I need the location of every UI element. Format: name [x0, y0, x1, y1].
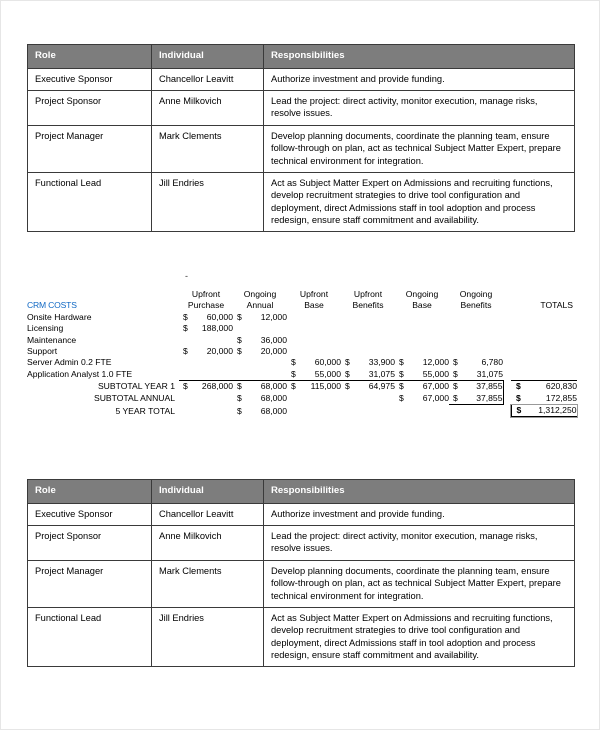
- cell-upfront-benefits: [341, 393, 395, 405]
- crm-row-maintenance: [27, 335, 577, 346]
- cell-total: [511, 346, 577, 357]
- value: 33,900: [368, 357, 395, 368]
- currency-symbol: $: [345, 368, 350, 379]
- cost-item-label: Maintenance: [27, 334, 77, 345]
- value: 37,855: [476, 381, 503, 392]
- cell-ongoing-benefits: [449, 335, 503, 346]
- value: 68,000: [260, 405, 287, 416]
- cell-ongoing-annual: [233, 405, 287, 417]
- column-header-totals: TOTALS: [540, 300, 573, 311]
- crm-table-body: [27, 312, 577, 417]
- currency-symbol: $: [453, 357, 458, 368]
- roles-table-body: [28, 503, 575, 667]
- cost-item-label: Licensing: [27, 323, 64, 334]
- column-header-role: Role: [28, 45, 152, 69]
- cell-total: [511, 369, 577, 381]
- cost-item-label: Application Analyst 1.0 FTE: [27, 369, 133, 380]
- column-header-individual: Individual: [152, 480, 264, 504]
- cell-ongoing-benefits: [449, 357, 503, 368]
- spacer-cell: [503, 357, 511, 368]
- table-header-row: [28, 45, 575, 69]
- column-header-ongoing-base: [395, 289, 449, 312]
- cell-ongoing-annual: [233, 357, 287, 368]
- crm-row-support: [27, 346, 577, 357]
- spacer-cell: [503, 369, 511, 381]
- cell-responsibilities: Lead the project: direct activity, monitor execution, manage risks, resolve issues.: [264, 91, 575, 126]
- value: 55,000: [314, 368, 341, 379]
- crm-costs-title: CRM COSTS: [27, 300, 77, 311]
- currency-symbol: $: [399, 381, 404, 392]
- table-row: [28, 526, 575, 561]
- cell-upfront-purchase: [179, 312, 233, 323]
- cell-ongoing-benefits: [449, 323, 503, 334]
- cell-ongoing-benefits: [449, 381, 503, 393]
- spacer-cell: [503, 289, 511, 312]
- header-line-2: Benefits: [460, 300, 492, 311]
- cell-upfront-benefits: [341, 381, 395, 393]
- cell-upfront-purchase: [179, 323, 233, 334]
- column-header-ongoing-annual: [233, 289, 287, 312]
- crm-header-row: [27, 289, 577, 312]
- value: 64,975: [368, 381, 395, 392]
- cell-individual: Anne Milkovich: [152, 526, 264, 561]
- header-line-1: Upfront: [353, 289, 383, 299]
- cell-upfront-purchase: [179, 405, 233, 417]
- value: 36,000: [260, 334, 287, 345]
- cell-ongoing-base: [395, 393, 449, 405]
- table-row: [28, 503, 575, 525]
- cell-ongoing-annual: [233, 393, 287, 405]
- currency-symbol: $: [237, 311, 242, 322]
- currency-symbol: $: [399, 368, 404, 379]
- table-row: [28, 125, 575, 172]
- cell-grand-total: [511, 405, 577, 417]
- value: 68,000: [260, 381, 287, 392]
- cell-ongoing-benefits: [449, 393, 503, 405]
- column-header-individual: Individual: [152, 45, 264, 69]
- currency-symbol: $: [516, 405, 522, 416]
- cell-ongoing-annual: [233, 369, 287, 381]
- cell-total: [511, 323, 577, 334]
- value: 172,855: [545, 392, 577, 403]
- cell-responsibilities: Develop planning documents, coordinate the planning team, ensure follow-through on plan, act as technical Subject Matter Expert, prepare technical environment for integration.: [264, 560, 575, 607]
- column-header-ongoing-benefits: [449, 289, 503, 312]
- cell-total-annual: [511, 393, 577, 405]
- cell-upfront-base: [287, 335, 341, 346]
- currency-symbol: $: [291, 357, 296, 368]
- cell-total: [511, 312, 577, 323]
- value: 620,830: [545, 381, 577, 392]
- value: 115,000: [310, 381, 341, 392]
- cell-ongoing-base: [395, 369, 449, 381]
- cell-upfront-benefits: [341, 312, 395, 323]
- value: 68,000: [260, 393, 287, 404]
- cell-upfront-purchase: [179, 357, 233, 368]
- cell-upfront-purchase: [179, 393, 233, 405]
- currency-symbol: $: [399, 357, 404, 368]
- cell-total: [511, 335, 577, 346]
- header-line-2: Base: [412, 300, 432, 311]
- header-line-2: Benefits: [352, 300, 384, 311]
- table-row: [28, 560, 575, 607]
- currency-symbol: $: [237, 405, 242, 416]
- crm-row-subtotal-annual: [27, 393, 577, 405]
- cell-upfront-purchase: [179, 346, 233, 357]
- cell-ongoing-annual: [233, 346, 287, 357]
- cell-ongoing-benefits: [449, 346, 503, 357]
- cell-responsibilities: Develop planning documents, coordinate the planning team, ensure follow-through on plan, act as technical Subject Matter Expert, prepare technical environment for integration.: [264, 125, 575, 172]
- value: 20,000: [260, 346, 287, 357]
- currency-symbol: $: [345, 357, 350, 368]
- cell-ongoing-annual: [233, 335, 287, 346]
- column-header-responsibilities: Responsibilities: [264, 480, 575, 504]
- cell-role: Functional Lead: [28, 172, 152, 231]
- value: 55,000: [422, 368, 449, 379]
- roles-table-body: [28, 68, 575, 232]
- cell-ongoing-base: [395, 405, 449, 417]
- crm-table-header: [27, 289, 577, 312]
- currency-symbol: $: [516, 381, 521, 392]
- cell-upfront-purchase: [179, 381, 233, 393]
- cell-role: Project Manager: [28, 560, 152, 607]
- currency-symbol: $: [516, 392, 521, 403]
- table-header-row: [28, 480, 575, 504]
- spacer-cell: [503, 323, 511, 334]
- cell-role: Executive Sponsor: [28, 68, 152, 90]
- roles-table-header: [28, 480, 575, 504]
- cell-individual: Chancellor Leavitt: [152, 503, 264, 525]
- header-line-1: Ongoing: [243, 289, 277, 299]
- value: 67,000: [422, 393, 449, 404]
- cell-upfront-base: [287, 405, 341, 417]
- cell-individual: Anne Milkovich: [152, 91, 264, 126]
- currency-symbol: $: [453, 392, 458, 403]
- currency-symbol: $: [183, 311, 188, 322]
- cell-responsibilities: Act as Subject Matter Expert on Admissions and recruiting functions, develop recruitment strategies to drive tool configuration and deployment, direct Admissions staff in tool adoption and process redesign, ensure staff commitment and availability.: [264, 172, 575, 231]
- column-header-upfront-benefits: [341, 289, 395, 312]
- currency-symbol: $: [237, 346, 242, 357]
- value: 1,312,250: [538, 405, 577, 416]
- cell-upfront-benefits: [341, 369, 395, 381]
- cell-ongoing-annual: [233, 381, 287, 393]
- currency-symbol: $: [345, 381, 350, 392]
- cell-ongoing-benefits: [449, 312, 503, 323]
- header-line-1: Upfront: [299, 289, 329, 299]
- currency-symbol: $: [291, 381, 296, 392]
- spacer-cell: [503, 335, 511, 346]
- cell-upfront-base: [287, 369, 341, 381]
- spacer-cell: [503, 312, 511, 323]
- spacer-cell: [503, 381, 511, 393]
- value: 60,000: [314, 357, 341, 368]
- cost-item-label: Onsite Hardware: [27, 311, 92, 322]
- value: 37,855: [476, 392, 503, 403]
- cell-individual: Chancellor Leavitt: [152, 68, 264, 90]
- currency-symbol: $: [183, 381, 188, 392]
- crm-costs-table: [27, 289, 578, 417]
- spacer-cell: [503, 393, 511, 405]
- cell-upfront-purchase: [179, 335, 233, 346]
- header-line-2: Purchase: [187, 300, 225, 311]
- five-year-total-label: 5 YEAR TOTAL: [115, 405, 175, 416]
- subtotal-annual-label: SUBTOTAL ANNUAL: [93, 393, 175, 404]
- currency-symbol: $: [183, 346, 188, 357]
- table-row: [28, 91, 575, 126]
- cell-upfront-benefits: [341, 405, 395, 417]
- value: 12,000: [422, 357, 449, 368]
- value: 12,000: [260, 311, 287, 322]
- cell-ongoing-base: [395, 335, 449, 346]
- header-line-1: Upfront: [191, 289, 221, 299]
- cell-upfront-base: [287, 323, 341, 334]
- cell-ongoing-annual: [233, 312, 287, 323]
- header-line-1: Ongoing: [405, 289, 439, 299]
- cell-upfront-benefits: [341, 323, 395, 334]
- roles-table-header: [28, 45, 575, 69]
- column-header-upfront-purchase: [179, 289, 233, 312]
- spacer-cell: [503, 405, 511, 417]
- header-line-2: Annual: [246, 300, 274, 311]
- cell-ongoing-base: [395, 381, 449, 393]
- cost-item-label: Server Admin 0.2 FTE: [27, 357, 112, 368]
- column-header-role: Role: [28, 480, 152, 504]
- cell-individual: Mark Clements: [152, 125, 264, 172]
- value: 20,000: [206, 346, 233, 357]
- cell-ongoing-base: [395, 312, 449, 323]
- crm-row-subtotal-year-1: [27, 381, 577, 393]
- cell-upfront-purchase: [179, 369, 233, 381]
- crm-row-server-admin: [27, 357, 577, 368]
- cell-ongoing-benefits: [449, 405, 503, 417]
- subtotal-year1-label: SUBTOTAL YEAR 1: [97, 381, 175, 392]
- roles-table-top: [27, 44, 575, 232]
- cell-upfront-base: [287, 393, 341, 405]
- cost-item-label: Support: [27, 346, 58, 357]
- cell-role: Functional Lead: [28, 607, 152, 666]
- cell-responsibilities: Authorize investment and provide funding.: [264, 503, 575, 525]
- currency-symbol: $: [453, 381, 458, 392]
- cell-ongoing-base: [395, 357, 449, 368]
- currency-symbol: $: [183, 323, 188, 334]
- crm-row-licensing: [27, 323, 577, 334]
- cell-individual: Jill Endries: [152, 607, 264, 666]
- currency-symbol: $: [291, 368, 296, 379]
- cell-upfront-base: [287, 312, 341, 323]
- tick-mark: -: [185, 271, 188, 281]
- cell-role: Project Sponsor: [28, 91, 152, 126]
- roles-table-bottom: [27, 479, 575, 667]
- value: 6,780: [481, 357, 503, 368]
- currency-symbol: $: [237, 381, 242, 392]
- cell-upfront-benefits: [341, 335, 395, 346]
- header-line-2: Base: [304, 300, 324, 311]
- cell-responsibilities: Authorize investment and provide funding.: [264, 68, 575, 90]
- crm-row-five-year-total: [27, 405, 577, 417]
- cell-role: Project Sponsor: [28, 526, 152, 561]
- table-row: [28, 172, 575, 231]
- cell-total-year1: [511, 381, 577, 393]
- column-header-upfront-base: [287, 289, 341, 312]
- cell-total: [511, 357, 577, 368]
- cell-upfront-base: [287, 346, 341, 357]
- value: 31,075: [476, 368, 503, 379]
- crm-row-onsite-hardware: [27, 312, 577, 323]
- value: 31,075: [368, 368, 395, 379]
- cell-upfront-base: [287, 381, 341, 393]
- cell-upfront-base: [287, 357, 341, 368]
- spacer-cell: [503, 346, 511, 357]
- crm-row-application-analyst: [27, 369, 577, 381]
- value: 188,000: [201, 323, 233, 334]
- cell-responsibilities: Act as Subject Matter Expert on Admissions and recruiting functions, develop recruitment strategies to drive tool configuration and deployment, direct Admissions staff in tool adoption and process redesign, ensure staff commitment and availability.: [264, 607, 575, 666]
- value: 268,000: [201, 381, 233, 392]
- cell-responsibilities: Lead the project: direct activity, monitor execution, manage risks, resolve issues.: [264, 526, 575, 561]
- table-row: [28, 68, 575, 90]
- cell-role: Executive Sponsor: [28, 503, 152, 525]
- currency-symbol: $: [237, 393, 242, 404]
- column-header-responsibilities: Responsibilities: [264, 45, 575, 69]
- cell-individual: Mark Clements: [152, 560, 264, 607]
- header-line-1: Ongoing: [459, 289, 493, 299]
- cell-individual: Jill Endries: [152, 172, 264, 231]
- currency-symbol: $: [399, 393, 404, 404]
- table-row: [28, 607, 575, 666]
- cell-upfront-benefits: [341, 357, 395, 368]
- value: 60,000: [206, 311, 233, 322]
- cell-ongoing-benefits: [449, 369, 503, 381]
- cell-role: Project Manager: [28, 125, 152, 172]
- value: 67,000: [422, 381, 449, 392]
- cell-ongoing-base: [395, 323, 449, 334]
- cell-ongoing-annual: [233, 323, 287, 334]
- cell-upfront-benefits: [341, 346, 395, 357]
- cell-ongoing-base: [395, 346, 449, 357]
- currency-symbol: $: [453, 368, 458, 379]
- currency-symbol: $: [237, 334, 242, 345]
